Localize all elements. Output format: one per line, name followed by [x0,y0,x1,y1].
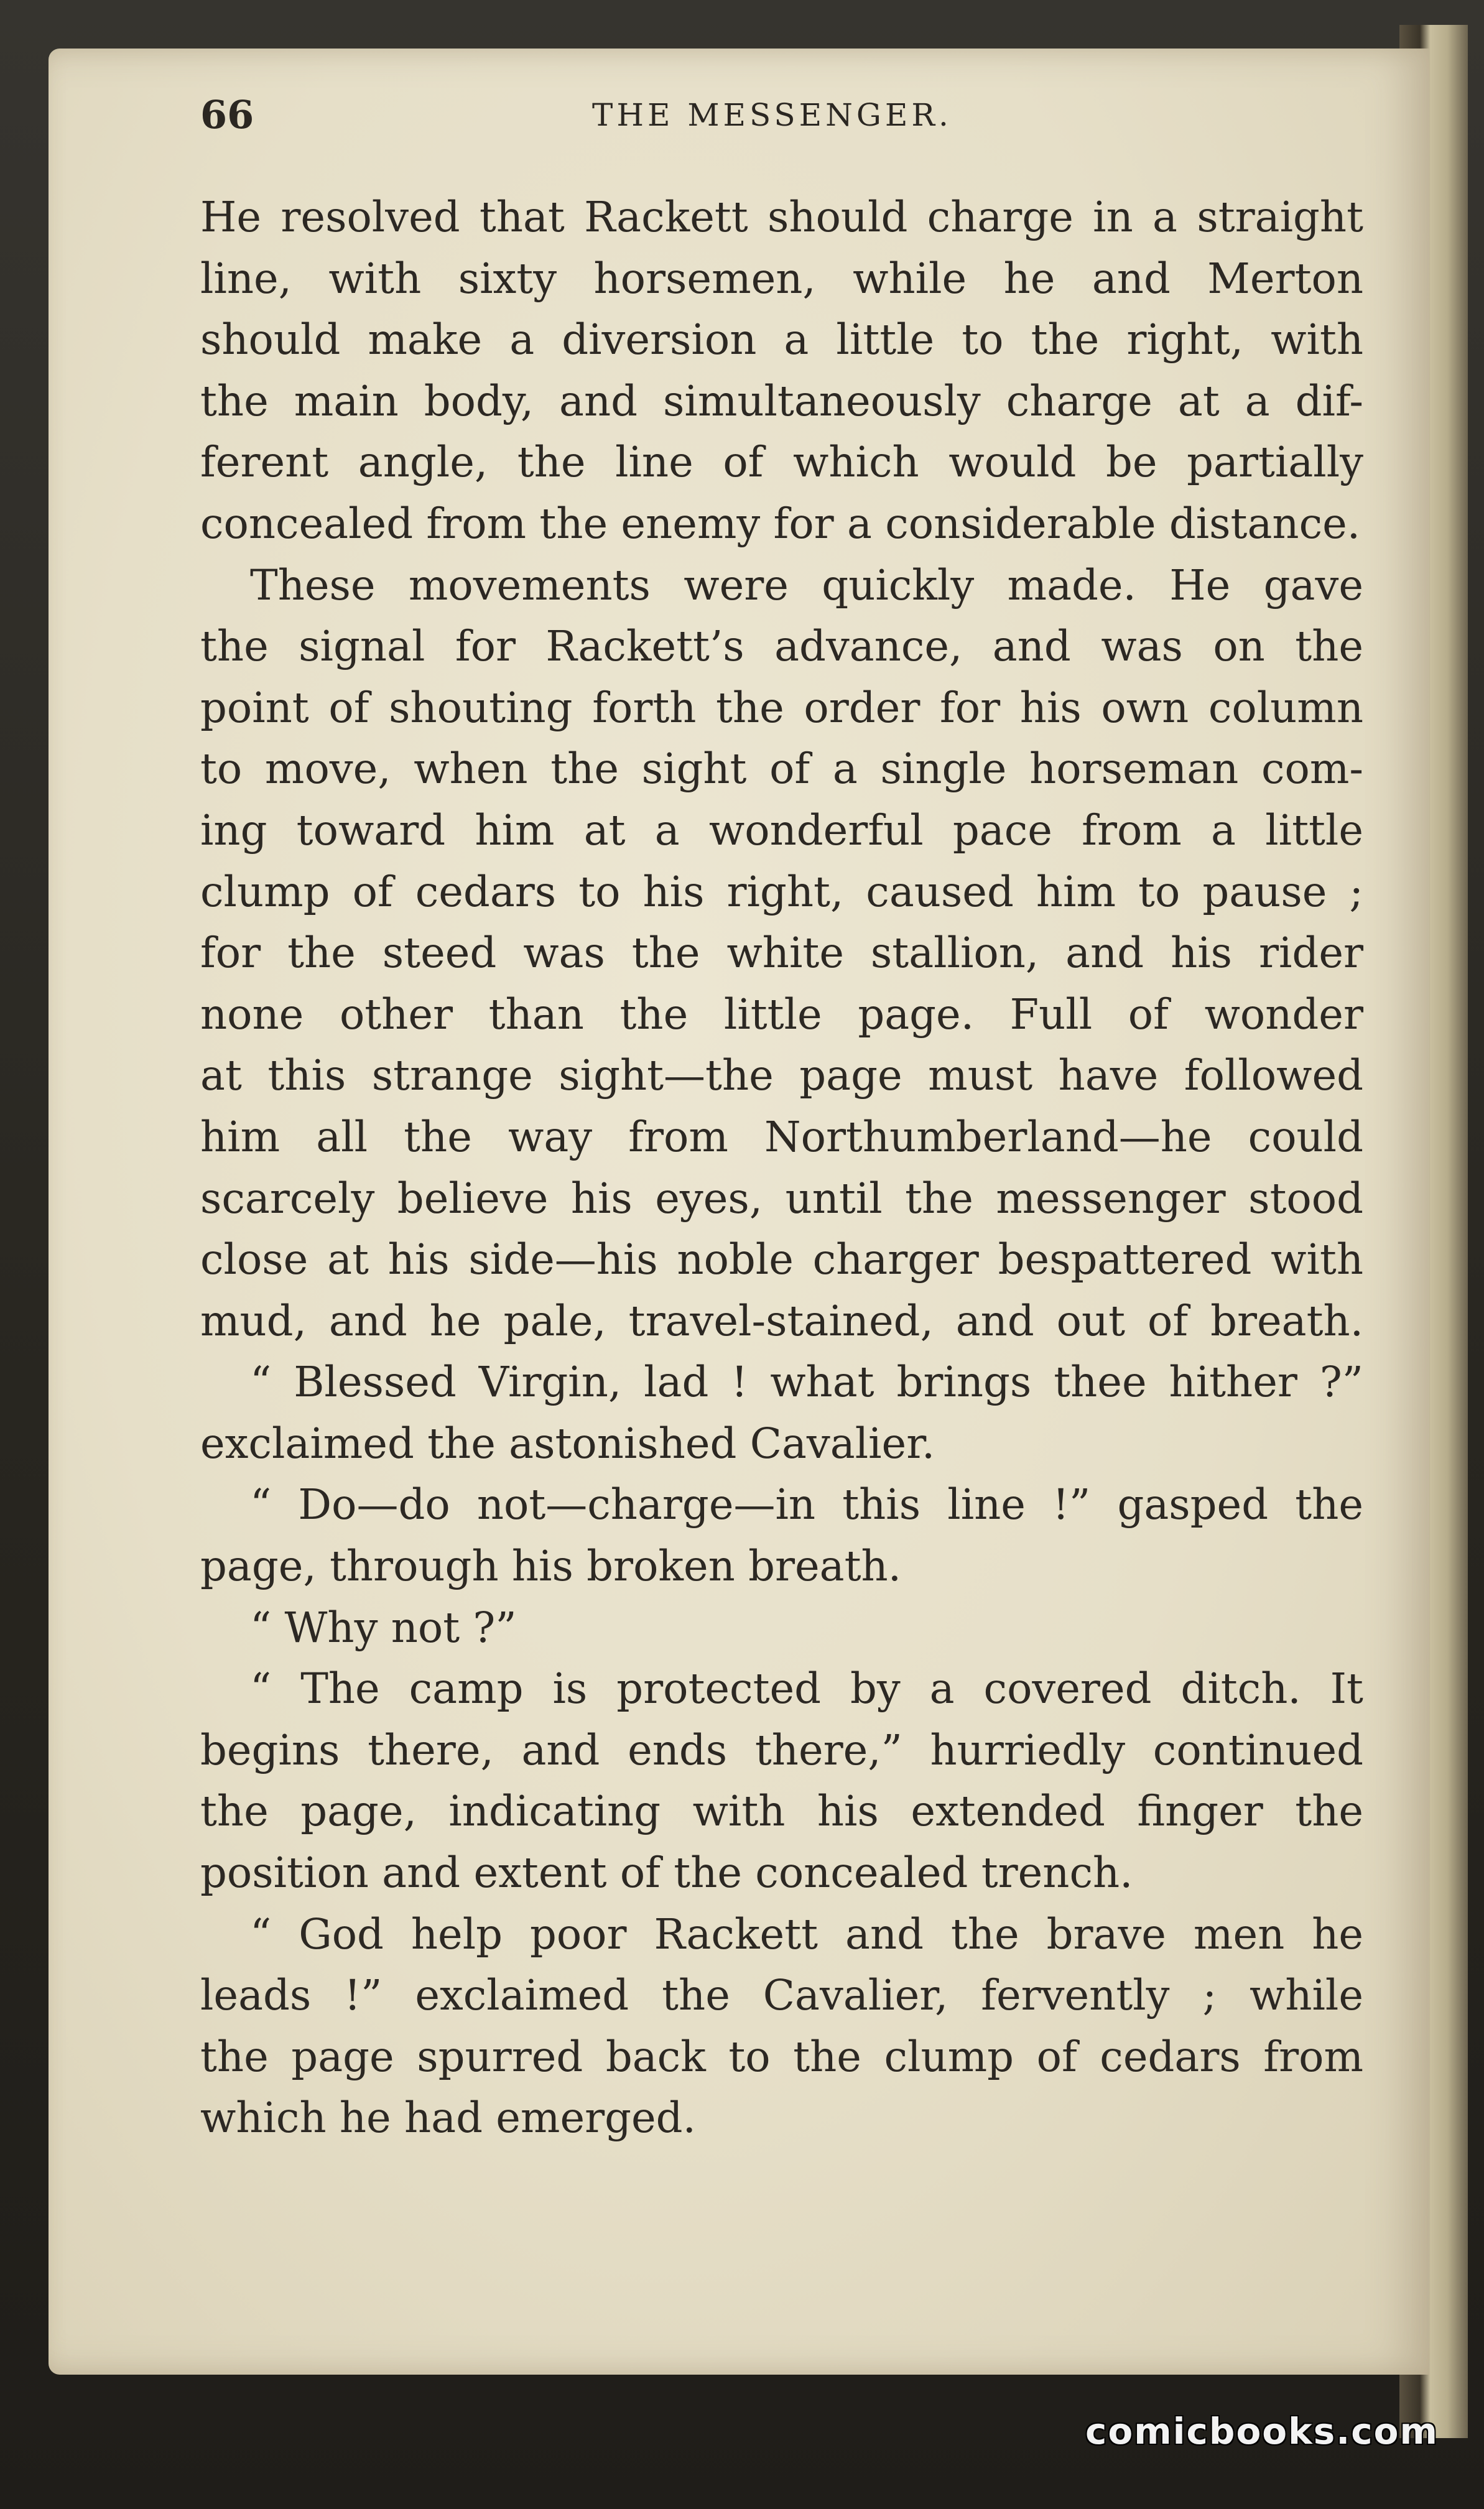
text-line: which he had emerged. [200,2094,696,2143]
text-line: position and extent of the concealed trench. [200,1848,1133,1898]
text-line: “ Why not ?” [250,1603,517,1652]
text-line: “ God help poor Rackett and the brave men he [250,1909,1363,1959]
text-line: line, with sixty horsemen, while he and Merton [200,254,1363,303]
text-line: at this strange sight—the page must have followed [200,1051,1363,1100]
text-line: ing toward him at a wonderful pace from a little [200,805,1363,855]
text-line: ferent angle, the line of which would be partially [200,438,1363,487]
text-line: mud, and he pale, travel-stained, and out of breath. [200,1296,1363,1345]
body-text [200,187,1363,2149]
text-line: point of shouting forth the order for his own column [200,683,1363,732]
text-line: These movements were quickly made. He gave [250,560,1363,610]
watermark: comicbooks.com [1085,2410,1439,2452]
text-line: the page, indicating with his extended finger the [200,1787,1363,1836]
text-line: “ The camp is protected by a covered ditch. It [250,1664,1363,1714]
text-line: scarcely believe his eyes, until the messenger stood [200,1174,1363,1223]
text-line: leads !” exclaimed the Cavalier, fervently ; while [200,1971,1363,2020]
text-line: the page spurred back to the clump of cedars from [200,2032,1363,2081]
text-line: begins there, and ends there,” hurriedly continued [200,1725,1363,1774]
text-line: for the steed was the white stallion, and his rider [200,929,1363,978]
text-line: should make a diversion a little to the right, with [200,315,1363,364]
text-line: the main body, and simultaneously charge at a dif- [200,376,1363,425]
text-line: “ Do—do not—charge—in this line !” gasped the [250,1480,1363,1529]
text-line: none other than the little page. Full of wonder [200,990,1363,1039]
text-line: He resolved that Rackett should charge in a straight [200,193,1363,241]
text-line: clump of cedars to his right, caused him to pause ; [200,867,1363,916]
text-line: close at his side—his noble charger bespattered with [200,1235,1363,1284]
text-line: him all the way from Northumberland—he could [200,1112,1363,1161]
page-header [200,92,1382,148]
text-line: “ Blessed Virgin, lad ! what brings thee hither ?” [250,1358,1363,1407]
text-line: the signal for Rackett’s advance, and was on the [200,622,1363,671]
running-head: THE MESSENGER. [592,97,952,133]
text-line: exclaimed the astonished Cavalier. [200,1419,935,1468]
page-number: 66 [200,92,254,137]
text-line: concealed from the enemy for a considerable distance. [200,499,1361,548]
text-line: to move, when the sight of a single horseman com- [200,744,1363,794]
text-line: page, through his broken breath. [200,1542,901,1591]
